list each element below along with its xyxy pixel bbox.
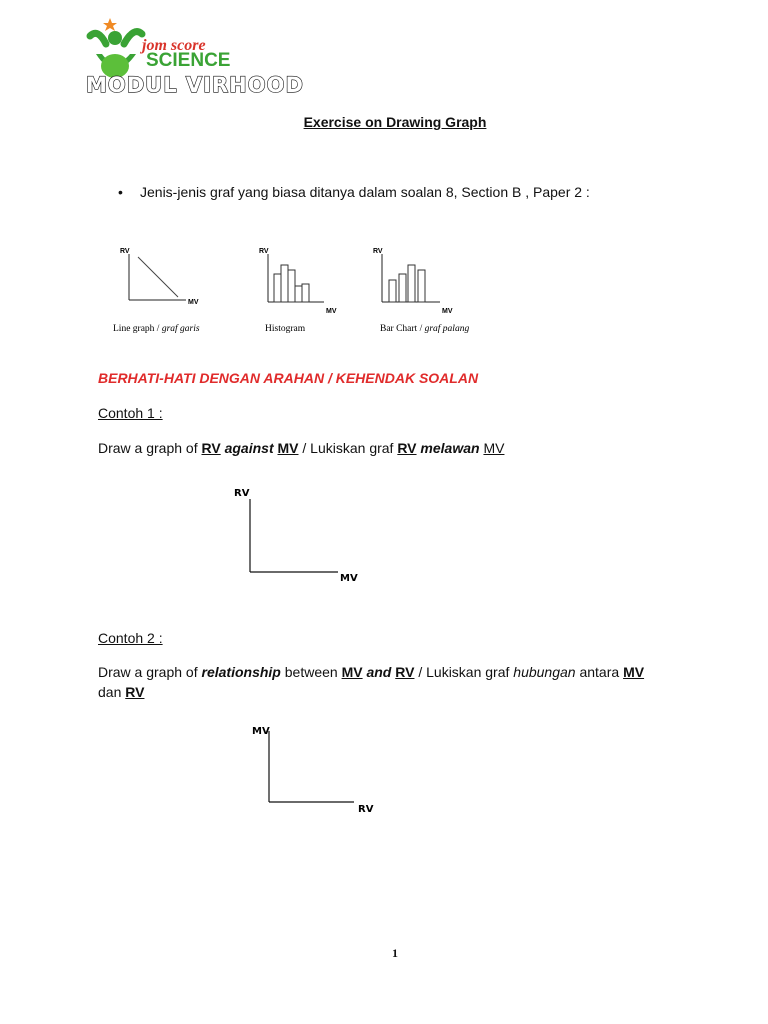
- mini-x-label: MV: [188, 299, 199, 306]
- example-2-instruction: Draw a graph of relationship between MV and RV / Lukiskan graf hubungan antara MV dan RV: [98, 664, 645, 700]
- mini-line-series: [138, 257, 178, 297]
- y-axis-label: RV: [234, 488, 250, 499]
- logo-figure-icon: [90, 18, 142, 78]
- line-graph-example: [108, 240, 228, 340]
- mini-y-label: RV: [120, 248, 130, 255]
- mini-caption: Bar Chart / graf palang: [380, 324, 470, 334]
- y-axis-label: MV: [252, 726, 270, 737]
- x-axis-label: RV: [358, 804, 374, 815]
- page-title: Exercise on Drawing Graph: [303, 114, 487, 130]
- mini-caption: Histogram: [265, 324, 306, 334]
- page-number: 1: [392, 946, 398, 960]
- example-2-heading: Contoh 2 :: [98, 630, 163, 646]
- bullet-icon: •: [118, 184, 123, 200]
- bar-chart-example: [372, 240, 492, 340]
- mini-bar: [302, 284, 309, 302]
- histogram-example: [256, 240, 356, 340]
- mini-y-label: RV: [373, 248, 383, 255]
- mini-bar: [295, 286, 302, 302]
- mini-bar: [418, 270, 425, 302]
- logo-science-text: SCIENCE: [146, 50, 231, 71]
- example-1-heading: Contoh 1 :: [98, 405, 163, 421]
- mini-caption: Line graph / graf garis: [113, 324, 200, 334]
- x-axis-label: MV: [340, 573, 358, 584]
- warning-heading: BERHATI-HATI DENGAN ARAHAN / KEHENDAK SOALAN: [98, 370, 479, 386]
- jom-score-science-logo: [84, 14, 334, 94]
- mini-x-label: MV: [326, 308, 337, 315]
- mini-bar: [288, 270, 295, 302]
- example-2-axes: [246, 718, 396, 822]
- example-1-instruction: Draw a graph of RV against MV / Lukiskan graf RV melawan MV: [98, 440, 505, 456]
- logo-jom-text: jom score: [142, 37, 206, 54]
- mini-bar: [408, 265, 415, 302]
- bullet-item: [118, 184, 590, 200]
- mini-bar: [281, 265, 288, 302]
- mini-bar: [389, 280, 396, 302]
- star-icon: [103, 18, 117, 31]
- modul-virhood-banner: MODUL VIRHOOD: [86, 73, 304, 94]
- mini-x-label: MV: [442, 308, 453, 315]
- mini-y-label: RV: [259, 248, 269, 255]
- mini-bar: [274, 274, 281, 302]
- example-1-axes: [228, 482, 378, 592]
- mini-bar: [399, 274, 406, 302]
- bullet-text: Jenis-jenis graf yang biasa ditanya dalam soalan 8, Section B , Paper 2 :: [140, 184, 590, 200]
